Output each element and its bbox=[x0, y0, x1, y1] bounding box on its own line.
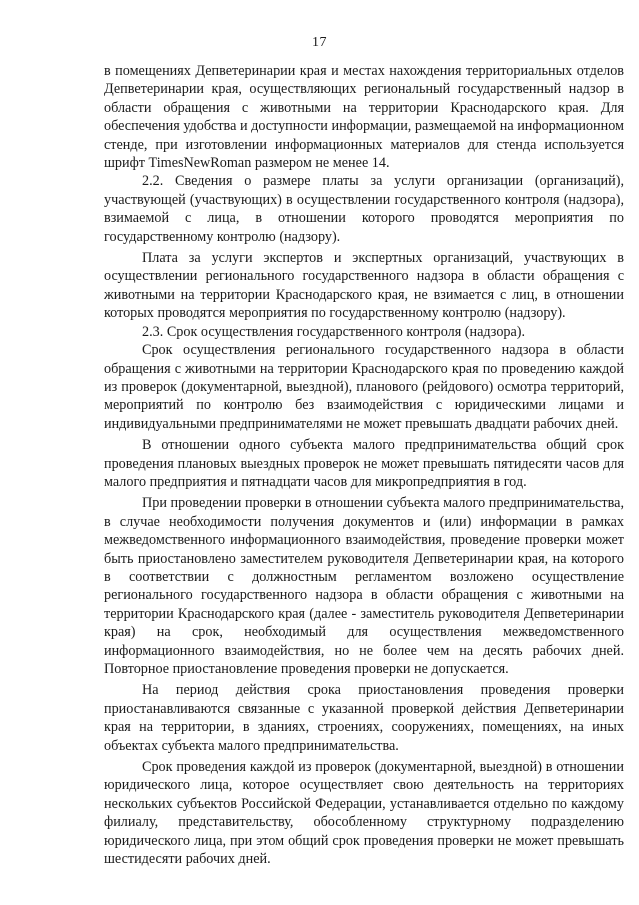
document-body bbox=[104, 62, 624, 868]
paragraph-section-2-2: 2.2. Сведения о размере платы за услуги организации (организаций), участвующей (участвующих) в осуществлении государственного контроля (надзора), взимаемой с лица, в отношении которого проводятся мероприятия по государственному контролю (надзору). bbox=[104, 173, 624, 245]
paragraph-supervision-term: Срок осуществления регионального государственного надзора в области обращения с животными на территории Краснодарского края по проведению каждой из проверок (документарной, выездной), планового (рейдового) осмотра территорий, мероприятий по контролю без взаимодействия с юридическими лицами и индивидуальными предпринимателями не может превышать двадцати рабочих дней. bbox=[104, 342, 624, 432]
paragraph-continuation: в помещениях Депветеринарии края и местах нахождения территориальных отделов Депветеринарии края, осуществляющих региональный государственный надзор в области обращения с животными на территории Краснодарского края. Для обеспечения удобства и доступности информации, размещаемой на информационном стенде, при изготовлении информационных материалов для стенда используется шрифт TimesNewRoman размером не менее 14. bbox=[104, 63, 624, 172]
paragraph-suspension: При проведении проверки в отношении субъекта малого предпринимательства, в случае необходимости получения документов и (или) информации в рамках межведомственного информационного взаимодействия, проведение проверки может быть приостановлено заместителем руководителя Депветеринарии края, на которого в соответствии с должностным регламентом возложено осуществление регионального государственного надзора в области обращения с животными на территории Краснодарского края (далее - заместитель руководителя Депветеринарии края) на срок, необходимый для осуществления межведомственного информационного взаимодействия, но не более чем на десять рабочих дней. Повторное приостановление проведения проверки не допускается. bbox=[104, 495, 624, 677]
paragraph-expert-fees: Плата за услуги экспертов и экспертных организаций, участвующих в осуществлении регионального государственного надзора в области обращения с животными на территории Краснодарского края, не взимается с лиц, в отношении которых проводятся мероприятия по государственному контролю (надзору). bbox=[104, 250, 624, 322]
paragraph-suspension-period: На период действия срока приостановления проведения проверки приостанавливаются связанные с указанной проверкой действия Депветеринарии края на территории, в зданиях, строениях, сооружениях, помещениях, на иных объектах субъекта малого предпринимательства. bbox=[104, 682, 624, 754]
page-number: 17 bbox=[312, 35, 327, 50]
paragraph-multi-region-term: Срок проведения каждой из проверок (документарной, выездной) в отношении юридического лица, которое осуществляет свою деятельность на территориях нескольких субъектов Российской Федерации, устанавливается отдельно по каждому филиалу, представительству, обособленному структурному подразделению юридического лица, при этом общий срок проведения проверки не может превышать шестидесяти рабочих дней. bbox=[104, 759, 624, 868]
paragraph-small-business-term: В отношении одного субъекта малого предпринимательства общий срок проведения плановых выездных проверок не может превышать пятидесяти часов для малого предприятия и пятнадцати часов для микропредприятия в год. bbox=[104, 437, 624, 490]
paragraph-section-2-3: 2.3. Срок осуществления государственного контроля (надзора). bbox=[142, 323, 526, 340]
